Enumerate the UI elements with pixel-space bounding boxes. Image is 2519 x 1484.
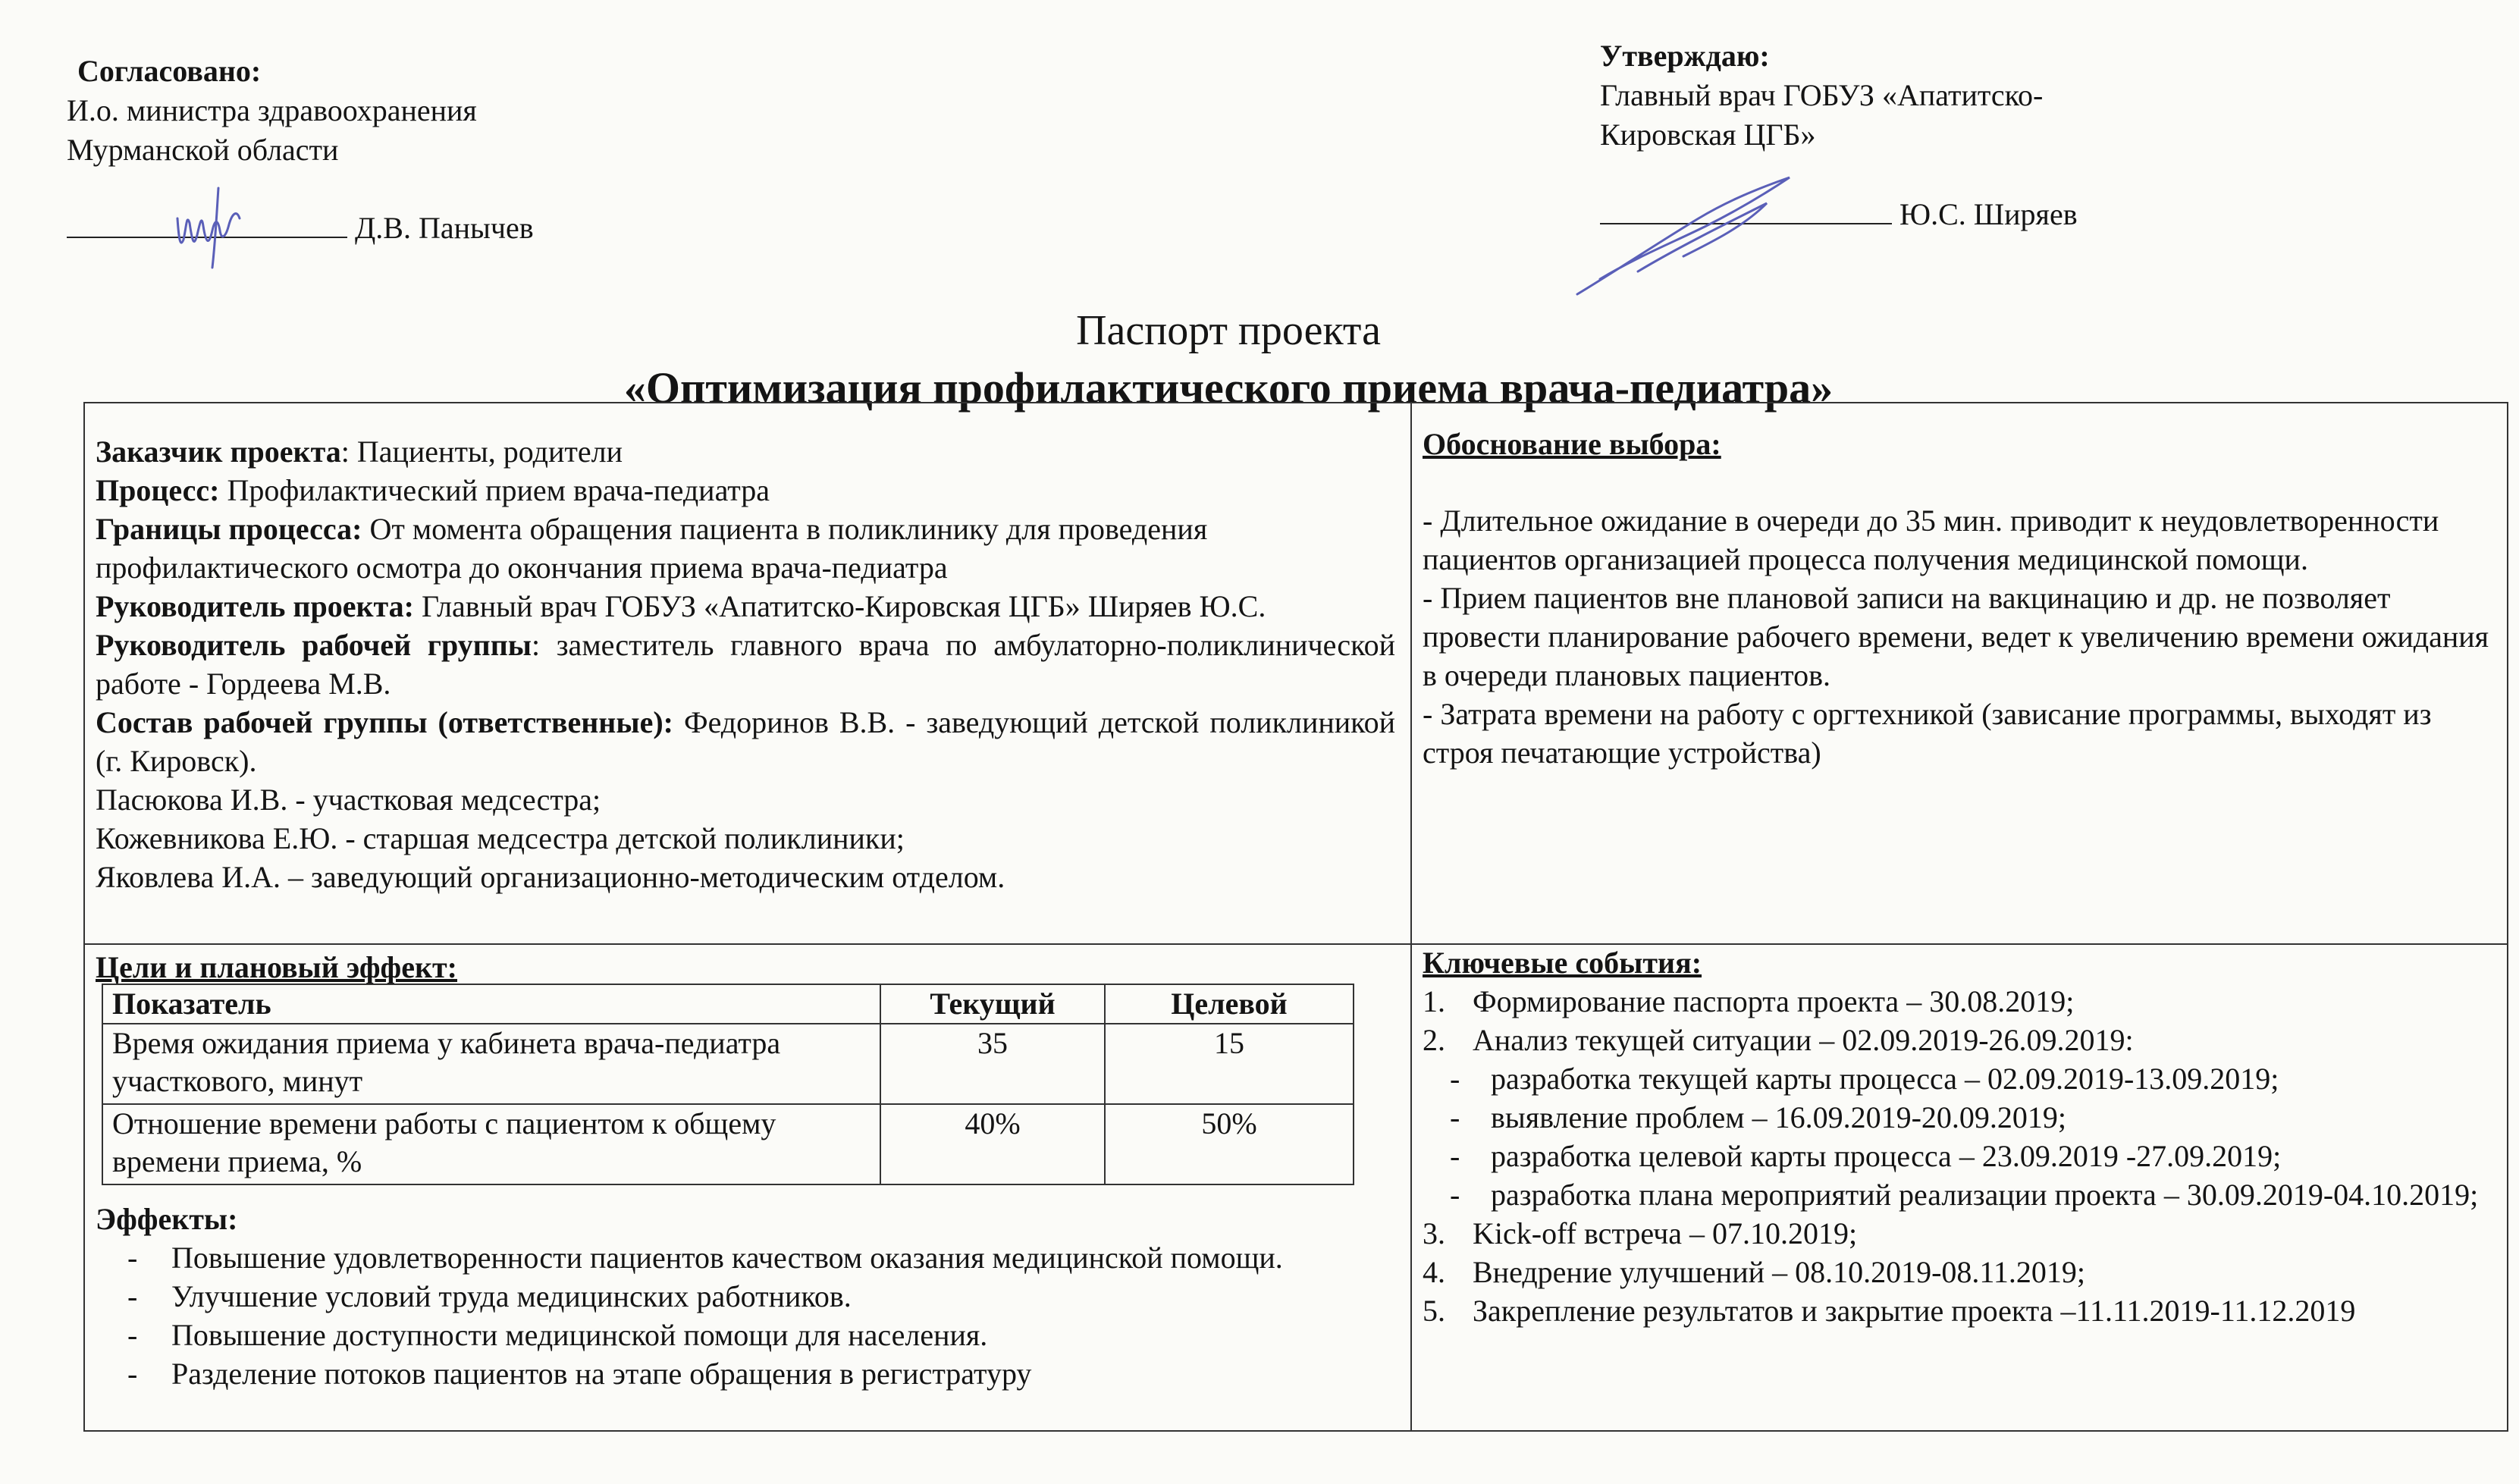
- events-list: [1423, 982, 2492, 1330]
- approval-right-heading: Утверждаю:: [1600, 39, 1770, 73]
- approval-left-signer: Д.В. Панычев: [355, 211, 534, 245]
- customer-row: [96, 432, 1395, 471]
- customer-label: Заказчик проекта: [96, 435, 341, 469]
- table-row: [102, 1024, 1354, 1104]
- event-number: 5.: [1423, 1294, 1445, 1328]
- passport-table: [83, 402, 2508, 1432]
- list-item: - разработка целевой карты процесса – 23.09.2019 -27.09.2019;: [1423, 1137, 2492, 1175]
- approval-left-heading: Согласовано:: [77, 54, 262, 88]
- column-divider: [1410, 403, 1412, 1430]
- goals-cell: [96, 948, 1395, 987]
- event-text: Внедрение улучшений – 08.10.2019-08.11.2019;: [1473, 1255, 2086, 1289]
- kpi-indicator: Отношение времени работы с пациентом к общему времени приема, %: [102, 1104, 880, 1184]
- kpi-header-row: [102, 984, 1354, 1024]
- effects-block: [96, 1200, 1395, 1393]
- list-item: [1423, 1021, 2492, 1214]
- signature-right-image: [1570, 165, 1805, 302]
- page-title: Паспорт проекта: [1076, 307, 1381, 354]
- justification-point: - Длительное ожидание в очереди до 35 мин. приводит к неудовлетворенности пациентов организацией процесса получения медицинской помощи.: [1423, 504, 2439, 576]
- leader-label: Руководитель проекта:: [96, 589, 414, 623]
- goals-heading: Цели и плановый эффект:: [96, 950, 457, 984]
- effects-heading: Эффекты:: [96, 1202, 238, 1236]
- event-number: 3.: [1423, 1216, 1445, 1250]
- team-member: Кожевникова Е.Ю. - старшая медсестра детской поликлиники;: [96, 821, 905, 855]
- list-item: [1423, 1214, 2492, 1253]
- event-sublist: [1423, 1059, 2492, 1214]
- team-member: Пасюкова И.В. - участковая медсестра;: [96, 783, 601, 817]
- list-item: - Повышение удовлетворенности пациентов качеством оказания медицинской помощи.: [96, 1238, 1395, 1277]
- list-item: - выявление проблем – 16.09.2019-20.09.2019;: [1423, 1098, 2492, 1137]
- event-number: 4.: [1423, 1255, 1445, 1289]
- bounds-row: [96, 510, 1395, 587]
- approval-left-sign-row: [67, 208, 534, 248]
- events-heading: Ключевые события:: [1423, 946, 1702, 980]
- wg-leader-label: Руководитель рабочей группы: [96, 628, 532, 662]
- justification-point: - Затрата времени на работу с оргтехникой (зависание программы, выходят из строя печатающие устройства): [1423, 697, 2432, 770]
- kpi-table: [102, 984, 1354, 1185]
- wg-leader-value: : заместитель главного врача по амбулаторно-поликлинической работе - Гордеева М.В.: [96, 628, 1395, 701]
- process-label: Процесс:: [96, 473, 220, 507]
- list-item: [1423, 1253, 2492, 1291]
- kpi-header: Текущий: [880, 984, 1105, 1024]
- approval-right-line1: Главный врач ГОБУЗ «Апатитско-: [1600, 78, 2044, 112]
- page-subtitle: «Оптимизация профилактического приема врача-педиатра»: [623, 363, 1834, 413]
- event-number: 1.: [1423, 984, 1445, 1018]
- process-value: Профилактический прием врача-педиатра: [219, 473, 770, 507]
- event-text: Формирование паспорта проекта – 30.08.2019;: [1473, 984, 2075, 1018]
- team-label: Состав рабочей группы (ответственные):: [96, 705, 673, 739]
- approval-right-line2: Кировская ЦГБ»: [1600, 118, 1816, 152]
- kpi-current: 40%: [880, 1104, 1105, 1184]
- justification-heading: Обоснование выбора:: [1423, 427, 1721, 461]
- approval-left: [67, 52, 534, 248]
- table-row: [102, 1104, 1354, 1184]
- signature-left-image: [173, 180, 264, 271]
- leader-row: [96, 587, 1395, 626]
- kpi-target: 50%: [1105, 1104, 1354, 1184]
- kpi-header: Показатель: [102, 984, 880, 1024]
- list-item: - Разделение потоков пациентов на этапе обращения в регистратуру: [96, 1354, 1395, 1393]
- list-item: - разработка плана мероприятий реализации проекта – 30.09.2019-04.10.2019;: [1423, 1175, 2492, 1214]
- list-item: [1423, 1291, 2492, 1330]
- event-text: Анализ текущей ситуации – 02.09.2019-26.09.2019:: [1473, 1023, 2134, 1057]
- list-item: [1423, 982, 2492, 1021]
- approval-left-line2: Мурманской области: [67, 133, 339, 167]
- approval-left-line1: И.о. министра здравоохранения: [67, 93, 477, 127]
- events-cell: [1423, 943, 2492, 1330]
- process-row: [96, 471, 1395, 510]
- justification-cell: [1423, 425, 2492, 772]
- wg-leader-row: [96, 626, 1395, 703]
- project-info-cell: [96, 432, 1395, 896]
- event-text: Закрепление результатов и закрытие проекта –11.11.2019-11.12.2019: [1473, 1294, 2356, 1328]
- effects-list: [96, 1238, 1395, 1393]
- event-number: 2.: [1423, 1023, 1445, 1057]
- bounds-label: Границы процесса:: [96, 512, 362, 546]
- justification-point: - Прием пациентов вне плановой записи на вакцинацию и др. не позволяет провести планирование рабочего времени, ведет к увеличению времени ожидания в очереди плановых пациентов.: [1423, 581, 2489, 692]
- approval-right-signer: Ю.С. Ширяев: [1899, 197, 2078, 231]
- customer-value: : Пациенты, родители: [340, 435, 623, 469]
- list-item: - Улучшение условий труда медицинских работников.: [96, 1277, 1395, 1316]
- team-value: Федоринов В.В. - заведующий детской поликлиникой (г. Кировск).: [96, 705, 1395, 778]
- kpi-indicator: Время ожидания приема у кабинета врача-педиатра участкового, минут: [102, 1024, 880, 1104]
- team-member: Яковлева И.А. – заведующий организационно-методическим отделом.: [96, 860, 1005, 894]
- kpi-current: 35: [880, 1024, 1105, 1104]
- bounds-value: От момента обращения пациента в поликлинику для проведения профилактического осмотра до окончания приема врача-педиатра: [96, 512, 1208, 585]
- list-item: - Повышение доступности медицинской помощи для населения.: [96, 1316, 1395, 1354]
- team-row: [96, 703, 1395, 780]
- kpi-header: Целевой: [1105, 984, 1354, 1024]
- event-text: Kick-off встреча – 07.10.2019;: [1473, 1216, 1858, 1250]
- leader-value: Главный врач ГОБУЗ «Апатитско-Кировская ЦГБ» Ширяев Ю.С.: [413, 589, 1266, 623]
- kpi-target: 15: [1105, 1024, 1354, 1104]
- list-item: - разработка текущей карты процесса – 02.09.2019-13.09.2019;: [1423, 1059, 2492, 1098]
